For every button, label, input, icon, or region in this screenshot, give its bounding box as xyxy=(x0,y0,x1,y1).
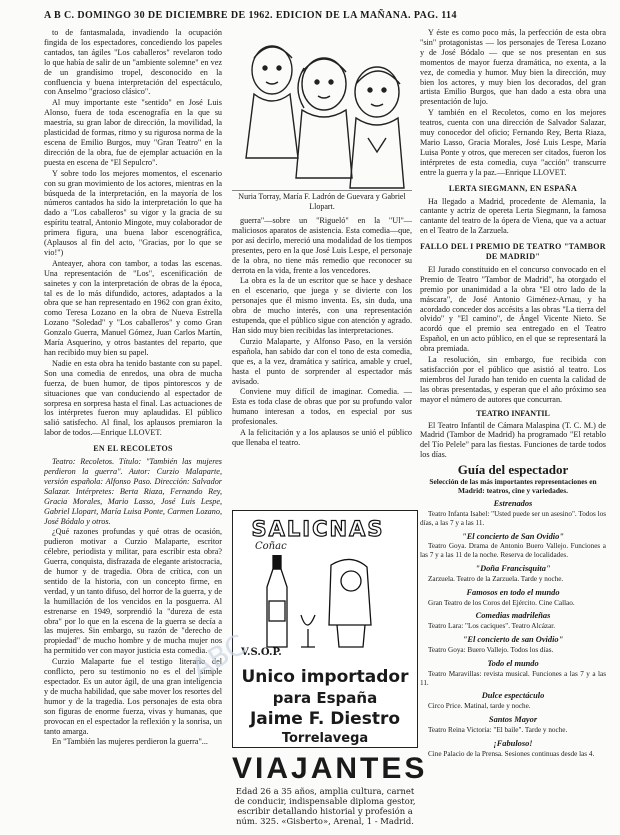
caricature-illustration xyxy=(232,28,412,191)
guide-entry-body: Teatro Maravillas: revista musical. Funciones a las 7 y a las 11. xyxy=(420,669,606,687)
guide-entry-heading: Estrenados xyxy=(493,499,533,509)
guide-entry-body: Circo Price. Matinal, tarde y noche. xyxy=(428,702,531,711)
article-paragraph: A la felicitación y a los aplausos se unió el público que llenaba el teatro. xyxy=(232,428,412,447)
guide-entry-heading: Comedias madrileñas xyxy=(475,611,551,621)
article-paragraph: Y éste es como poco más, la perfección de esta obra "sin" protagonistas — los personajes de Teresa Lozano y de José Bódalo — que se nos presentan en sus momentos de mayor fuerza dramática, no exenta, a la vez, de comedia y humor. Muy bien la dirección, muy bien los actores, y muy bien los decorados, del gran artista Emilio Burgos, que han dado a esta obra una presentación de lujo. xyxy=(420,28,606,107)
article-paragraph: La obra es la de un escritor que se hace y deshace en el escenario, que juega y se divierte con los personajes que él mismo inventa. Es, sin duda, una obra de mucho interés, con una representación estupenda, que el público sigue con atención y agrado. Han sido muy bien recibidas las interpretaciones. xyxy=(232,276,412,335)
article-paragraph: Anteayer, ahora con tambor, a todas las escenas. Una representación de "Los", escenificación de sainetes y con la interpretación de obras de la época, tal es de lo más difundido, actores, adaptados a la obra que se han representado en 1962 con gran éxito, como Teresa Lozano en la obra de Nueva Estrella Lozano "Soledad" y "Los caballeros" y como Gran Gonzalo Guerra, Manuel Gómez, Juan Carlos Martín, María Asquerino, y otros bastantes del reparto, que han recibido muy bien su papel. xyxy=(44,258,222,357)
article-paragraph: Curzio Malaparte, y Alfonso Paso, en la versión española, han sabido dar con el tono de esta comedia, que es, a la vez, dramática y satírica, amable y cruel, hasta el punto de sorprender al espectador más avisado. xyxy=(232,336,412,386)
column-1 xyxy=(44,28,222,828)
article-paragraph: El Jurado constituido en el concurso convocado en el Premio de Teatro "Tambor de Madrid", ha otorgado el premio por unanimidad a la obra "El otro lado de la máscara", de José Antonio Giménez-Arnau, y ha acordado conceder dos accésits a las obras "La tierra del olvido" y "El camino", de Ángel Vicente Nieto. Se acordó que el premio sea entregado en el Teatro Español, en un acto público, en el que se representará la obra premiada. xyxy=(420,264,606,354)
article-paragraph: Nadie en esta obra ha tenido bastante con su papel. Son una comedia de enredos, una obra de mucha fuerza, de buen humor, de tipos pintorescos y de situaciones que van conduciendo al espectador de sorpresa en sorpresa hasta el final. Las actuaciones de los intérpretes fueron muy aplaudidas. El público salió satisfecho. Al final, los aplausos premiaron la labor de todos.—Enrique LLOVET. xyxy=(44,358,222,438)
guide-entry-body: Teatro Goya: Buero Vallejo. Todos los días. xyxy=(428,646,554,655)
cast-list: Teatro: Recoletos. Título: "También las mujeres perdieron la guerra". Autor: Curzio Malaparte, versión española: Alfonso Paso. Dirección: Salvador Salazar. Intérpretes: Berta Riaza, Fernando Rey, Gracia Morales, Mario Lasso, José Luis Lespe, Gabriel Llopart, María Luisa Ponte, Carmen Lozano, José Bódalo y otros. xyxy=(44,457,222,526)
watermark: ABC xyxy=(185,627,252,686)
guide-entry-heading: "El concierto de san Ovidio" xyxy=(462,635,564,645)
article-paragraph: Conviene muy difícil de imaginar. Comedia. — Esta es toda clase de obras que por su profundo valor humano interesan a todos, en especial por sus profesionales. xyxy=(232,387,412,427)
section-heading: TEATRO INFANTIL xyxy=(476,408,550,418)
ad-city: Torrelavega xyxy=(281,731,369,746)
article-paragraph: La resolución, sin embargo, fue recibida con satisfacción por el público que asistió al teatro. Los miembros del Jurado han tenido en cuenta la calidad de las obras presentadas, y esperan que el año próximo sea mayor el número de autores que concurran. xyxy=(420,355,606,404)
guide-entry-heading: Dulce espectáculo xyxy=(481,691,545,701)
ad-country-line: para España xyxy=(272,689,378,707)
article-paragraph: to de fantasmalada, invadiendo la ocupación fingida de los espectadores, concediendo los papeles cantados, tan ágiles "Los caballeros" revelaron todo lo que había de salir de un "ambiente solemne" en vez de un grandísimo tropel, desconocido en la confluencia y buena interpretación del espectáculo, con Anselmo "gracioso clásico". xyxy=(44,28,222,97)
article-paragraph: En "También las mujeres perdieron la guerra"... xyxy=(52,737,208,747)
article-paragraph: Y también en el Recoletos, como en los mejores teatros, cuenta con una dirección de Salvador Salazar, muy conocedor del oficio; Fernando Rey, Berta Riaza, Mario Lasso, Gracia Morales, José Luis Lespe, María Luisa Ponte y otros, que merecen ser citados, fueron los intérpretes de esta comedia, cuya "acción" transcurre entre la guerra y la paz.—Enrique LLOVET. xyxy=(420,108,606,177)
guide-subtitle: Selección de las más importantes representaciones en Madrid: teatros, cine y variedades. xyxy=(429,477,597,496)
article-paragraph: Ha llegado a Madrid, procedente de Alemania, la cantante y actriz de opereta Lerta Siegmann, la famosa cantante del teatro de la ópera de Viena, que va a actuar en el Teatro de la Zarzuela. xyxy=(420,196,606,236)
article-paragraph: Al muy importante este "sentido" en José Luis Alonso, fuera de toda escenografía en la que su maestría, su gran labor de dirección, la movilidad, la plasticidad de formas, ritmo y su rigurosa norma de la escena de Emilio Burgos, muy "Gran Teatro" en la dirección de la obra, fue de ejemplar actuación en la puesta en escena de "El Sepulcro". xyxy=(44,98,222,167)
guide-entry-body: Zarzuela. Teatro de la Zarzuela. Tarde y noche. xyxy=(428,574,564,583)
classified-title: VIAJANTES xyxy=(232,752,428,785)
page-header: A B C. DOMINGO 30 DE DICIEMBRE DE 1962. EDICION DE LA MAÑANA. PAG. 114 xyxy=(44,10,457,21)
ad-vsop-label: V.S.O.P. xyxy=(241,647,282,658)
caricature-caption: Nuria Torray, María F. Ladrón de Guevara y Gabriel Llopart. xyxy=(238,192,406,211)
section-heading: FALLO DEL I PREMIO DE TEATRO "TAMBOR DE MADRID" xyxy=(420,242,606,262)
guide-entry-heading: "El concierto de San Ovidio" xyxy=(462,531,564,541)
guide-entry-body: Cine Palacio de la Prensa. Sesiones continuas desde las 4. xyxy=(428,749,595,758)
guide-entry-body: Teatro Infanta Isabel: "Usted puede ser un asesino". Todos los días, a las 7 y a las 11. xyxy=(420,509,606,527)
guide-entry-body: Gran Teatro de los Coros del Ejército. Cine Callao. xyxy=(428,598,575,607)
article-paragraph: guerra"—sobre un "Rigueló" en la "Ul"—maliciosos aparatos de asistencia. Esta comedia—que, por así decirlo, mereció una modalidad de los tiempos presentes, pero en la que José Luis Lespe, el personaje de la obra, no tiene más remedio que reconocer su derrota en la vida, frente a los vencedores. xyxy=(232,216,412,275)
article-paragraph: El Teatro Infantil de Cámara Malaspina (T. C. M.) de Madrid (Tambor de Madrid) ha programado "El retablo del Tío Pelele" para las fiestas. Funciones de tarde todos los días. xyxy=(420,420,606,460)
ad-importer-name: Jaime F. Diestro xyxy=(249,709,401,729)
article-paragraph: Curzio Malaparte fue el testigo literario del conflicto, pero su testimonio no es el del simple espectador. Es un autor ágil, de una gran inteligencia y de mucha habilidad, que sabe mover los resortes del humor y de la tragedia. Los personajes de esta obra son figuras de enorme fuerza, vivas y humanas, que provocan en el espectador la reflexión y la sonrisa, un tanto amarga. xyxy=(44,657,222,736)
section-heading: LERTA SIEGMANN, EN ESPAÑA xyxy=(448,183,578,193)
ad-tagline: Coñac xyxy=(255,541,287,552)
guide-entry-body: Teatro Lara: "Los caciques". Teatro Alcázar. xyxy=(428,622,556,631)
guide-entry-body: Teatro Reina Victoria: "El baile". Tarde y noche. xyxy=(428,725,568,734)
guide-entry-heading: "Doña Francisquita" xyxy=(475,564,551,574)
guide-title: Guía del espectador xyxy=(457,462,569,478)
column-3 xyxy=(420,28,606,828)
article-paragraph: Y sobre todo los mejores momentos, el escenario con su gran movimiento de los actores, mientras en la búsqueda de la interpretación, en la mayoría de los números cantados ha sido la interpretación lo que ha dado a "Los caballeros" su vigor y la gracia de su espíritu teatral, Antonio Mingote, muy colaborador de primera figura, una buena labor escenográfica, (Aplausos al fin del acto, "Gracias, por lo que se vio!") xyxy=(44,168,222,257)
guide-entry-heading: Santos Mayor xyxy=(488,715,538,725)
article-paragraph: ¿Qué razones profundas y qué otras de ocasión, pudieron motivar a Curzio Malaparte, escritor célebre, periodista y militar, para escribir esta obra? Guerra, conquista, disfrazada de elegante aristocracia, de humor y de tragedia. Obra de crítica, con un sentido de la historia, con un concepto firme, en verdad, y un tanto difuso, del horror de la guerra, y de la humillación de los vencidos en la posguerra. Al estrenarse en 1949, sorprendió la "dureza de esta obra" por lo que en la escena de la guerra se decía a las mujeres. Sin embargo, su razón de "derecho de propiedad" de mucho hombre y de mucha mujer nos ha permitido ver con mayor justicia esta comedia. xyxy=(44,527,222,656)
classified-ad xyxy=(232,752,428,832)
guide-entry-heading: Todo el mundo xyxy=(487,658,539,668)
guide-entry-heading: Famosos en todo el mundo xyxy=(466,587,560,597)
column-2-text xyxy=(232,216,412,506)
ad-importer-line: Unico importador xyxy=(241,667,409,687)
brandy-advertisement xyxy=(232,510,418,748)
ad-brand-name: SALICNAS xyxy=(251,517,385,541)
guide-entry-heading: ¡Fabuloso! xyxy=(493,738,533,748)
section-heading: EN EL RECOLETOS xyxy=(93,444,173,454)
bottle-and-glass-illustration xyxy=(255,555,395,651)
classified-body: Edad 26 a 35 años, amplia cultura, carnet de conducir, indispensable diploma gestor, escribir detallando historial y profesión a núm. 325. «Gisberto», Arenal, 1 - Madrid. xyxy=(234,786,416,826)
caricature-drawing xyxy=(232,28,412,190)
guide-entry-body: Teatro Goya. Drama de Antonio Buero Vallejo. Funciones a las 7 y a las 11 de la noche. Reserva de localidades. xyxy=(420,542,606,560)
